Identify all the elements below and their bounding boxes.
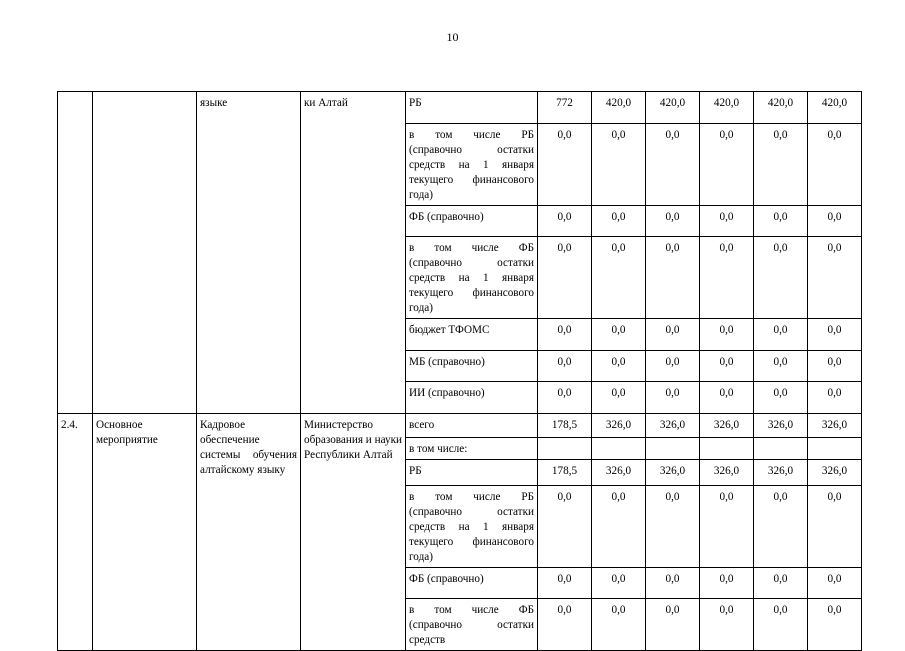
cell-number-empty [58, 92, 93, 414]
cell-source: РБ [406, 460, 538, 486]
cell-value: 420,0 [592, 92, 646, 124]
cell-value [700, 438, 754, 460]
cell-value: 0,0 [700, 237, 754, 319]
cell-value: 0,0 [538, 124, 592, 206]
cell-value: 0,0 [808, 206, 862, 237]
budget-table [57, 91, 862, 651]
cell-value: 326,0 [700, 460, 754, 486]
cell-value: 326,0 [808, 460, 862, 486]
cell-value: 326,0 [592, 414, 646, 438]
cell-value: 420,0 [700, 92, 754, 124]
cell-value: 772 [538, 92, 592, 124]
cell-source: бюджет ТФОМС [406, 319, 538, 351]
cell-source: в том числе ФБ (справочно остатки средств на 1 января текущего финансового года) [406, 237, 538, 319]
cell-value: 0,0 [700, 124, 754, 206]
cell-executor-continued: ки Алтай [301, 92, 406, 414]
cell-value: 0,0 [538, 351, 592, 382]
cell-value: 0,0 [538, 319, 592, 351]
cell-value: 0,0 [538, 599, 592, 651]
page-number: 10 [446, 30, 459, 44]
cell-value [646, 438, 700, 460]
cell-item-number: 2.4. [58, 414, 93, 651]
cell-value: 326,0 [754, 414, 808, 438]
cell-value: 326,0 [592, 460, 646, 486]
cell-value: 0,0 [646, 351, 700, 382]
cell-value: 420,0 [754, 92, 808, 124]
cell-value: 0,0 [646, 319, 700, 351]
cell-value: 0,0 [646, 599, 700, 651]
cell-value: 0,0 [808, 124, 862, 206]
cell-value: 420,0 [646, 92, 700, 124]
cell-value [592, 438, 646, 460]
cell-value: 0,0 [592, 382, 646, 414]
table-row [58, 414, 862, 438]
cell-value: 0,0 [700, 382, 754, 414]
table-body [58, 92, 862, 651]
cell-value: 0,0 [538, 382, 592, 414]
cell-name-continued: языке [197, 92, 301, 414]
cell-value: 0,0 [700, 319, 754, 351]
cell-value: 326,0 [808, 414, 862, 438]
cell-value: 326,0 [646, 414, 700, 438]
cell-value: 0,0 [754, 319, 808, 351]
cell-value: 0,0 [754, 206, 808, 237]
cell-value: 0,0 [538, 206, 592, 237]
cell-source: ФБ (справочно) [406, 568, 538, 599]
cell-value: 0,0 [808, 599, 862, 651]
cell-value: 0,0 [700, 486, 754, 568]
cell-source: в том числе РБ (справочно остатки средств на 1 января текущего финансового года) [406, 124, 538, 206]
cell-value: 0,0 [538, 568, 592, 599]
cell-value [754, 438, 808, 460]
cell-value: 0,0 [646, 486, 700, 568]
cell-value: 0,0 [646, 124, 700, 206]
cell-value: 420,0 [808, 92, 862, 124]
cell-value: 0,0 [808, 382, 862, 414]
cell-value: 0,0 [754, 124, 808, 206]
cell-source: РБ [406, 92, 538, 124]
cell-value [538, 438, 592, 460]
cell-value: 0,0 [592, 486, 646, 568]
cell-value: 0,0 [808, 237, 862, 319]
cell-source: ФБ (справочно) [406, 206, 538, 237]
cell-value: 0,0 [592, 124, 646, 206]
cell-item-name: Кадровое обеспечение системы обучения алтайскому языку [197, 414, 301, 651]
cell-value: 0,0 [754, 351, 808, 382]
cell-value: 178,5 [538, 460, 592, 486]
cell-type-empty [93, 92, 197, 414]
cell-value: 326,0 [754, 460, 808, 486]
cell-source: всего [406, 414, 538, 438]
cell-value: 0,0 [808, 486, 862, 568]
cell-source: в том числе ФБ (справочно остатки средств [406, 599, 538, 651]
cell-value: 0,0 [538, 486, 592, 568]
cell-value: 0,0 [700, 206, 754, 237]
cell-value: 0,0 [646, 206, 700, 237]
cell-value: 0,0 [646, 382, 700, 414]
cell-value: 0,0 [808, 319, 862, 351]
cell-item-type: Основное мероприятие [93, 414, 197, 651]
cell-value: 178,5 [538, 414, 592, 438]
table-row [58, 92, 862, 124]
cell-value: 326,0 [700, 414, 754, 438]
cell-value: 0,0 [754, 382, 808, 414]
cell-value: 0,0 [754, 568, 808, 599]
cell-value: 0,0 [700, 599, 754, 651]
cell-value: 0,0 [538, 237, 592, 319]
cell-source: в том числе: [406, 438, 538, 460]
cell-source: МБ (справочно) [406, 351, 538, 382]
cell-value: 0,0 [592, 237, 646, 319]
cell-value: 0,0 [592, 599, 646, 651]
cell-item-executor: Министерство образования и науки Республики Алтай [301, 414, 406, 651]
cell-value: 326,0 [646, 460, 700, 486]
cell-value: 0,0 [700, 568, 754, 599]
cell-value: 0,0 [592, 568, 646, 599]
cell-value: 0,0 [592, 351, 646, 382]
cell-source: ИИ (справочно) [406, 382, 538, 414]
cell-value: 0,0 [808, 568, 862, 599]
cell-value: 0,0 [754, 599, 808, 651]
cell-value: 0,0 [754, 486, 808, 568]
cell-value: 0,0 [646, 568, 700, 599]
cell-value: 0,0 [754, 237, 808, 319]
cell-value: 0,0 [700, 351, 754, 382]
cell-source: в том числе РБ (справочно остатки средств на 1 января текущего финансового года) [406, 486, 538, 568]
cell-value [808, 438, 862, 460]
cell-value: 0,0 [646, 237, 700, 319]
cell-value: 0,0 [592, 206, 646, 237]
cell-value: 0,0 [592, 319, 646, 351]
cell-value: 0,0 [808, 351, 862, 382]
